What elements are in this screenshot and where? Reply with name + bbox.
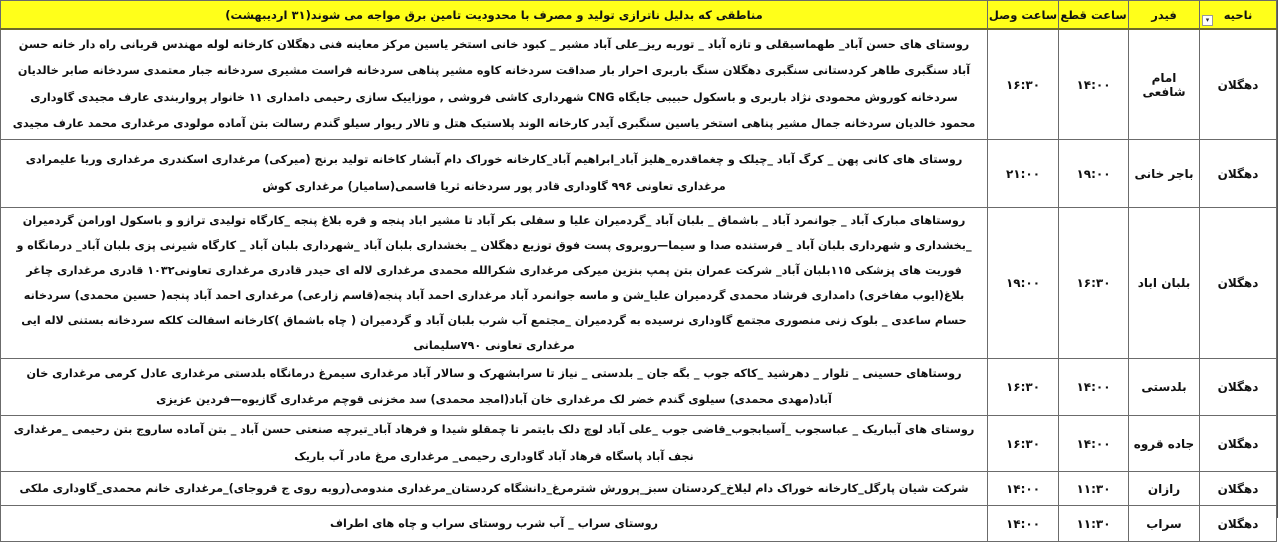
feeder-cell[interactable]: باجر خانی xyxy=(1129,140,1200,208)
region-cell[interactable]: دهگلان xyxy=(1200,416,1277,472)
connect-time-cell[interactable]: ۱۴:۰۰ xyxy=(988,506,1059,542)
areas-cell[interactable]: شرکت شیان پارگل_کارخانه خوراک دام لیلاخ_کردستان سبز_پرورش شترمرغ_دانشگاه کردستان_مرغداری مندومی(روبه روی ج قروجای)_مرغداری خانم محمدی_گاوداری ملکی xyxy=(1,472,988,506)
table-row xyxy=(1,506,1277,542)
areas-cell[interactable]: روستاهای حسینی _ تلوار _ دهرشید _کاکه جوب _ بگه جان _ بلدستی _ نیاز تا سرابشهرک و سالار آباد مرغداری سیمرغ درمانگاه بلدستی مرغداری عادل کرمی مرغداری خان آباد(مهدی محمدی) سیلوی گندم خضر لک مرغداری خان آباد(امجد محمدی) سد مخزنی قوچم مرغداری گازیوه—فردین عزیزی xyxy=(1,359,988,416)
table-row xyxy=(1,416,1277,472)
region-cell[interactable]: دهگلان xyxy=(1200,208,1277,359)
areas-cell[interactable]: روستاهای مبارک آباد _ جوانمرد آباد _ باشماق _ بلبان آباد _گردمیران علیا و سفلی بکر آباد تا مشیر اباد پنجه و قره بلاغ پنجه _کارگاه تولیدی ترازو و باسکول اورامن گردمیران _بخشداری و شهرداری بلبان آباد _ فرستنده صدا و سیما—روبروی پست فوق توزیع دهگلان _ بخشداری بلبان آباد _شهرداری بلبان آباد _ کارگاه شیرنی پزی بلبان آباد_ درمانگاه و فوریت های پزشکی ۱۱۵بلبان آباد_ شرکت عمران بتن پمپ بنزین میرکی مرغداری شکرالله محمدی مرغداری لاله ای حیدر قادری مرغداری تعاونی۱۰۳۲ قادری مرغداری چاغر بلاغ(ایوب مفاخری) دامداری فرشاد محمدی گردمیران علیا_شن و ماسه جوانمرد آباد مرغداری احمد آباد پنجه(قاسم زارعی) مرغداری احمد آباد پنجه( حسین محمدی) سردخانه حسام ساعدی _ بلوک زنی منصوری مجتمع گاوداری نرسیده به گردمیران _مجتمع آب شرب بلبان آباد و گردمیران ( چاه باشماق )کارخانه اسفالت کلکه سردخانه بستنی لاله ایی مرغداری تعاونی ۷۹۰سلیمانی xyxy=(1,208,988,359)
table-row xyxy=(1,140,1277,208)
table-row xyxy=(1,472,1277,506)
connect-time-cell[interactable]: ۱۶:۳۰ xyxy=(988,29,1059,140)
header-cut-time[interactable] xyxy=(1059,1,1129,30)
table-row xyxy=(1,208,1277,359)
region-cell[interactable]: دهگلان xyxy=(1200,359,1277,416)
cut-time-cell[interactable]: ۱۴:۰۰ xyxy=(1059,29,1129,140)
connect-time-cell[interactable]: ۱۴:۰۰ xyxy=(988,472,1059,506)
feeder-cell[interactable]: رازان xyxy=(1129,472,1200,506)
cut-time-cell[interactable]: ۱۱:۳۰ xyxy=(1059,506,1129,542)
header-areas-label: مناطقی که بدلیل ناترازی تولید و مصرف با محدودیت تامین برق مواجه می شوند(۳۱ اردیبهشت) xyxy=(225,7,763,22)
header-areas[interactable] xyxy=(1,1,988,30)
feeder-cell[interactable]: بلبان اباد xyxy=(1129,208,1200,359)
feeder-cell[interactable]: جاده قروه xyxy=(1129,416,1200,472)
cut-time-cell[interactable]: ۱۹:۰۰ xyxy=(1059,140,1129,208)
connect-time-cell[interactable]: ۱۶:۳۰ xyxy=(988,359,1059,416)
feeder-cell[interactable]: بلدستی xyxy=(1129,359,1200,416)
areas-cell[interactable]: روستای سراب _ آب شرب روستای سراب و چاه های اطراف xyxy=(1,506,988,542)
connect-time-cell[interactable]: ۲۱:۰۰ xyxy=(988,140,1059,208)
filter-icon[interactable]: ▾ xyxy=(1202,15,1213,26)
areas-cell[interactable]: روستای های حسن آباد_ طهماسبقلی و تازه آباد _ توربه ریز_علی آباد مشیر _ کبود خانی استخر یاسین مرکز معاینه فنی دهگلان کارخانه لوله مهندس قربانی راه دار خانه حسن آباد سنگبری طاهر کردستانی سنگبری دهگلان سنگ باربری احرار بار صداقت سردخانه کاوه مشیر پناهی سردخانه فراست مشیری سردخانه جبار معتمدی سردخانه صابر خالدیان سردخانه کوروش محمودی نژاد باربری و باسکول حبیبی جایگاه CNG شهرداری کاشی فروشی , موزاییک سازی رحیمی دامداری ۱۱ خانوار پرواربندی عارف مجیدی گاوداری محمود خالدیان سردخانه جمال مشیر پناهی استخر یاسین سنگبری آیدر کارخانه الوند پلاستیک هتل و تالار ریوار سیلو گندم رسالت بتن آماده مولودی مرغداری محمد عارف مجیدی xyxy=(1,29,988,140)
header-feeder[interactable] xyxy=(1129,1,1200,30)
feeder-cell[interactable]: سراب xyxy=(1129,506,1200,542)
cut-time-cell[interactable]: ۱۶:۳۰ xyxy=(1059,208,1129,359)
header-row xyxy=(1,1,1277,30)
header-feeder-label: فیدر xyxy=(1151,7,1177,22)
areas-cell[interactable]: روستای های کانی پهن _ کرگ آباد _چیلک و چغماقدره_هلیز آباد_ابراهیم آباد_کارخانه خوراک دام آبشار کاخانه تولید برنج (میرکی) مرغداری اسکندری مرغداری وریا علیمرادی مرغداری تعاونی ۹۹۶ گاوداری قادر پور سردخانه ثریا قاسمی(سامیار) مرغداری کوش xyxy=(1,140,988,208)
header-region-label: ناحیه xyxy=(1223,7,1253,22)
region-cell[interactable]: دهگلان xyxy=(1200,506,1277,542)
region-cell[interactable]: دهگلان xyxy=(1200,29,1277,140)
header-region[interactable] xyxy=(1200,1,1277,30)
table-row xyxy=(1,359,1277,416)
cut-time-cell[interactable]: ۱۴:۰۰ xyxy=(1059,416,1129,472)
region-cell[interactable]: دهگلان xyxy=(1200,140,1277,208)
header-connect-time[interactable] xyxy=(988,1,1059,30)
connect-time-cell[interactable]: ۱۹:۰۰ xyxy=(988,208,1059,359)
header-cut-time-label: ساعت قطع xyxy=(1060,7,1127,22)
table-row xyxy=(1,29,1277,140)
areas-cell[interactable]: روستای های آبباریک _ عباسجوب _آسیابجوب_قاضی جوب _علی آباد لوچ دلک بایتمر تا چمقلو شیدا و فرهاد آباد_تیرچه صنعتی حسن آباد _ بتن آماده ساروج بتن رحیمی _مرغداری نجف آباد پاسگاه فرهاد آباد گاوداری رحیمی_ مرغداری مرغ مادر آب باریک xyxy=(1,416,988,472)
feeder-cell[interactable]: امام شافعی xyxy=(1129,29,1200,140)
header-connect-time-label: ساعت وصل xyxy=(988,7,1058,22)
cut-time-cell[interactable]: ۱۴:۰۰ xyxy=(1059,359,1129,416)
cut-time-cell[interactable]: ۱۱:۳۰ xyxy=(1059,472,1129,506)
connect-time-cell[interactable]: ۱۶:۳۰ xyxy=(988,416,1059,472)
region-cell[interactable]: دهگلان xyxy=(1200,472,1277,506)
